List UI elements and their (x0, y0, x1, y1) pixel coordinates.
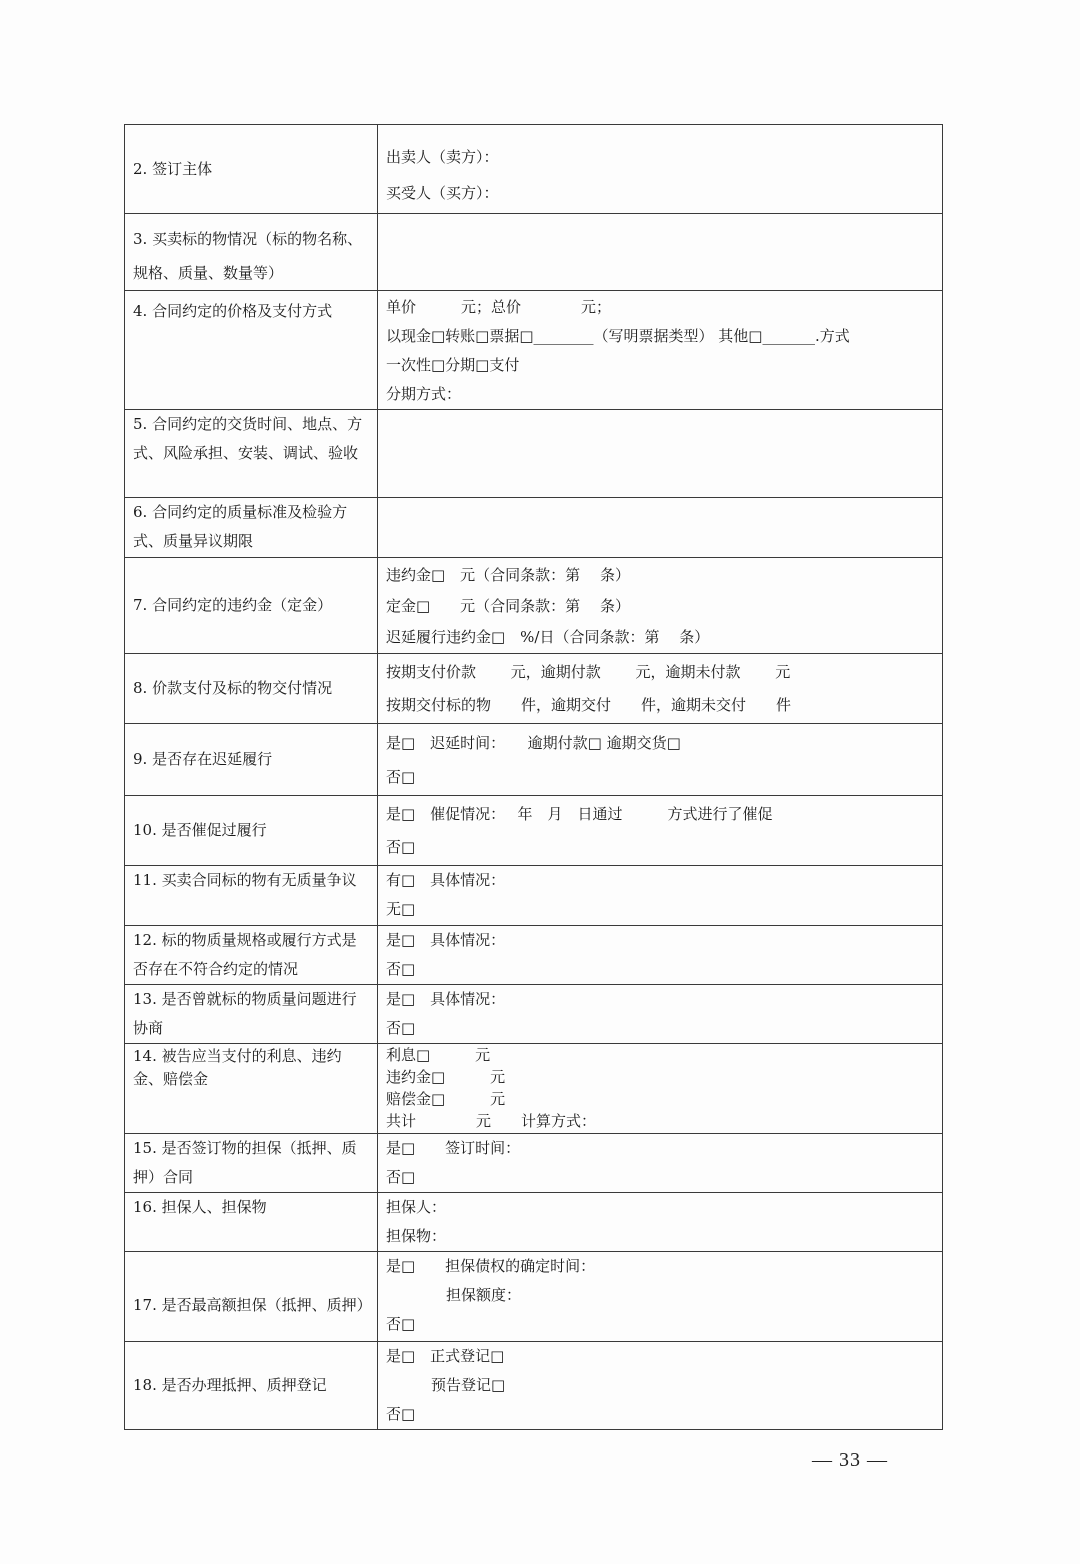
late-penalty-line[interactable]: 迟延履行违约金□ %/日（合同条款：第 条） (386, 628, 710, 646)
table-row (125, 985, 943, 1044)
penalty-line[interactable]: 违约金□ 元（合同条款：第 条） (386, 566, 630, 584)
negotiation-no-option[interactable]: 否□ (386, 1019, 416, 1037)
row-content-max-security[interactable] (378, 1252, 943, 1342)
row-content-security-contract[interactable] (378, 1134, 943, 1193)
nonconformity-no-option[interactable]: 否□ (386, 960, 416, 978)
row-content-guarantor[interactable] (378, 1193, 943, 1252)
row-label-delivery: 5. 合同约定的交货时间、地点、方式、风险承担、安装、调试、验收 (125, 410, 378, 498)
row-content-delay[interactable] (378, 724, 943, 796)
delivery-status-line[interactable]: 按期交付标的物 件，逾期交付 件，逾期未交付 件 (386, 696, 792, 714)
table-row (125, 926, 943, 985)
installment-method-line[interactable]: 分期方式： (386, 385, 462, 403)
table-row (125, 654, 943, 724)
registration-no-option[interactable]: 否□ (386, 1405, 416, 1423)
row-label-urged: 10. 是否催促过履行 (125, 796, 378, 866)
row-content-subject-matter[interactable] (378, 214, 943, 291)
row-label-signing-parties: 2. 签订主体 (125, 125, 378, 214)
row-label-guarantor: 16. 担保人、担保物 (125, 1193, 378, 1252)
row-label-max-security: 17. 是否最高额担保（抵押、质押） (125, 1252, 378, 1342)
row-content-interest-damages[interactable] (378, 1044, 943, 1134)
table-row (125, 291, 943, 410)
delay-no-option[interactable]: 否□ (386, 768, 416, 786)
table-row (125, 410, 943, 498)
deposit-line[interactable]: 定金□ 元（合同条款：第 条） (386, 597, 630, 615)
table-row (125, 1342, 943, 1430)
pre-registration-option[interactable]: 预告登记□ (386, 1376, 506, 1394)
security-yes-option[interactable]: 是□ 签订时间： (386, 1139, 521, 1157)
payment-status-line[interactable]: 按期支付价款 元，逾期付款 元，逾期未付款 元 (386, 663, 791, 681)
row-content-price-payment[interactable] (378, 291, 943, 410)
delay-yes-option[interactable]: 是□ 迟延时间： 逾期付款□ 逾期交货□ (386, 734, 681, 752)
row-label-payment-delivery-status: 8. 价款支付及标的物交付情况 (125, 654, 378, 724)
table-row (125, 796, 943, 866)
max-security-yes-option[interactable]: 是□ 担保债权的确定时间： (386, 1257, 596, 1275)
row-content-urged[interactable] (378, 796, 943, 866)
row-label-interest-damages: 14. 被告应当支付的利息、违约金、赔偿金 (125, 1044, 378, 1134)
dispute-no-option[interactable]: 无□ (386, 900, 416, 918)
penalty-amount-line[interactable]: 违约金□ 元 (386, 1068, 506, 1086)
row-content-quality-standard[interactable] (378, 498, 943, 558)
row-label-penalty: 7. 合同约定的违约金（定金） (125, 558, 378, 654)
page-number: — 33 — (812, 1449, 888, 1471)
table-row (125, 558, 943, 654)
negotiation-yes-option[interactable]: 是□ 具体情况： (386, 990, 506, 1008)
table-row (125, 125, 943, 214)
urged-yes-option[interactable]: 是□ 催促情况： 年 月 日通过 方式进行了催促 (386, 805, 773, 823)
collateral-field[interactable]: 担保物： (386, 1227, 447, 1245)
row-label-subject-matter: 3. 买卖标的物情况（标的物名称、规格、质量、数量等） (125, 214, 378, 291)
urged-no-option[interactable]: 否□ (386, 838, 416, 856)
registration-yes-option[interactable]: 是□ 正式登记□ (386, 1347, 505, 1365)
table-row (125, 866, 943, 926)
table-row (125, 724, 943, 796)
row-label-registration: 18. 是否办理抵押、质押登记 (125, 1342, 378, 1430)
table-row (125, 214, 943, 291)
interest-line[interactable]: 利息□ 元 (386, 1046, 491, 1064)
table-row (125, 1193, 943, 1252)
row-label-security-contract: 15. 是否签订物的担保（抵押、质押）合同 (125, 1134, 378, 1193)
row-label-price-payment: 4. 合同约定的价格及支付方式 (125, 291, 378, 410)
table-row (125, 1134, 943, 1193)
row-content-negotiation[interactable] (378, 985, 943, 1044)
table-row (125, 1044, 943, 1134)
nonconformity-yes-option[interactable]: 是□ 具体情况： (386, 931, 506, 949)
table-row (125, 498, 943, 558)
total-line[interactable]: 共计 元 计算方式： (386, 1112, 597, 1130)
row-label-delay: 9. 是否存在迟延履行 (125, 724, 378, 796)
row-content-nonconformity[interactable] (378, 926, 943, 985)
row-content-quality-dispute[interactable] (378, 866, 943, 926)
row-content-delivery[interactable] (378, 410, 943, 498)
seller-field[interactable]: 出卖人（卖方）： (386, 148, 499, 166)
table-row (125, 1252, 943, 1342)
row-content-signing-parties[interactable] (378, 125, 943, 214)
payment-schedule-line[interactable]: 一次性□分期□支付 (386, 356, 520, 374)
compensation-line[interactable]: 赔偿金□ 元 (386, 1090, 506, 1108)
security-amount-line[interactable]: 担保额度： (386, 1286, 522, 1304)
buyer-field[interactable]: 买受人（买方）： (386, 184, 499, 202)
row-label-nonconformity: 12. 标的物质量规格或履行方式是否存在不符合约定的情况 (125, 926, 378, 985)
security-no-option[interactable]: 否□ (386, 1168, 416, 1186)
unit-price-line[interactable]: 单价 元；总价 元； (386, 298, 612, 316)
row-content-payment-delivery-status[interactable] (378, 654, 943, 724)
row-label-negotiation: 13. 是否曾就标的物质量问题进行协商 (125, 985, 378, 1044)
guarantor-field[interactable]: 担保人： (386, 1198, 447, 1216)
row-label-quality-standard: 6. 合同约定的质量标准及检验方式、质量异议期限 (125, 498, 378, 558)
max-security-no-option[interactable]: 否□ (386, 1315, 416, 1333)
payment-method-line[interactable]: 以现金□转账□票据□________（写明票据类型） 其他□_______.方式 (386, 327, 850, 345)
contract-form-table (124, 124, 943, 1430)
row-content-penalty[interactable] (378, 558, 943, 654)
row-content-registration[interactable] (378, 1342, 943, 1430)
row-label-quality-dispute: 11. 买卖合同标的物有无质量争议 (125, 866, 378, 926)
dispute-yes-option[interactable]: 有□ 具体情况： (386, 871, 506, 889)
